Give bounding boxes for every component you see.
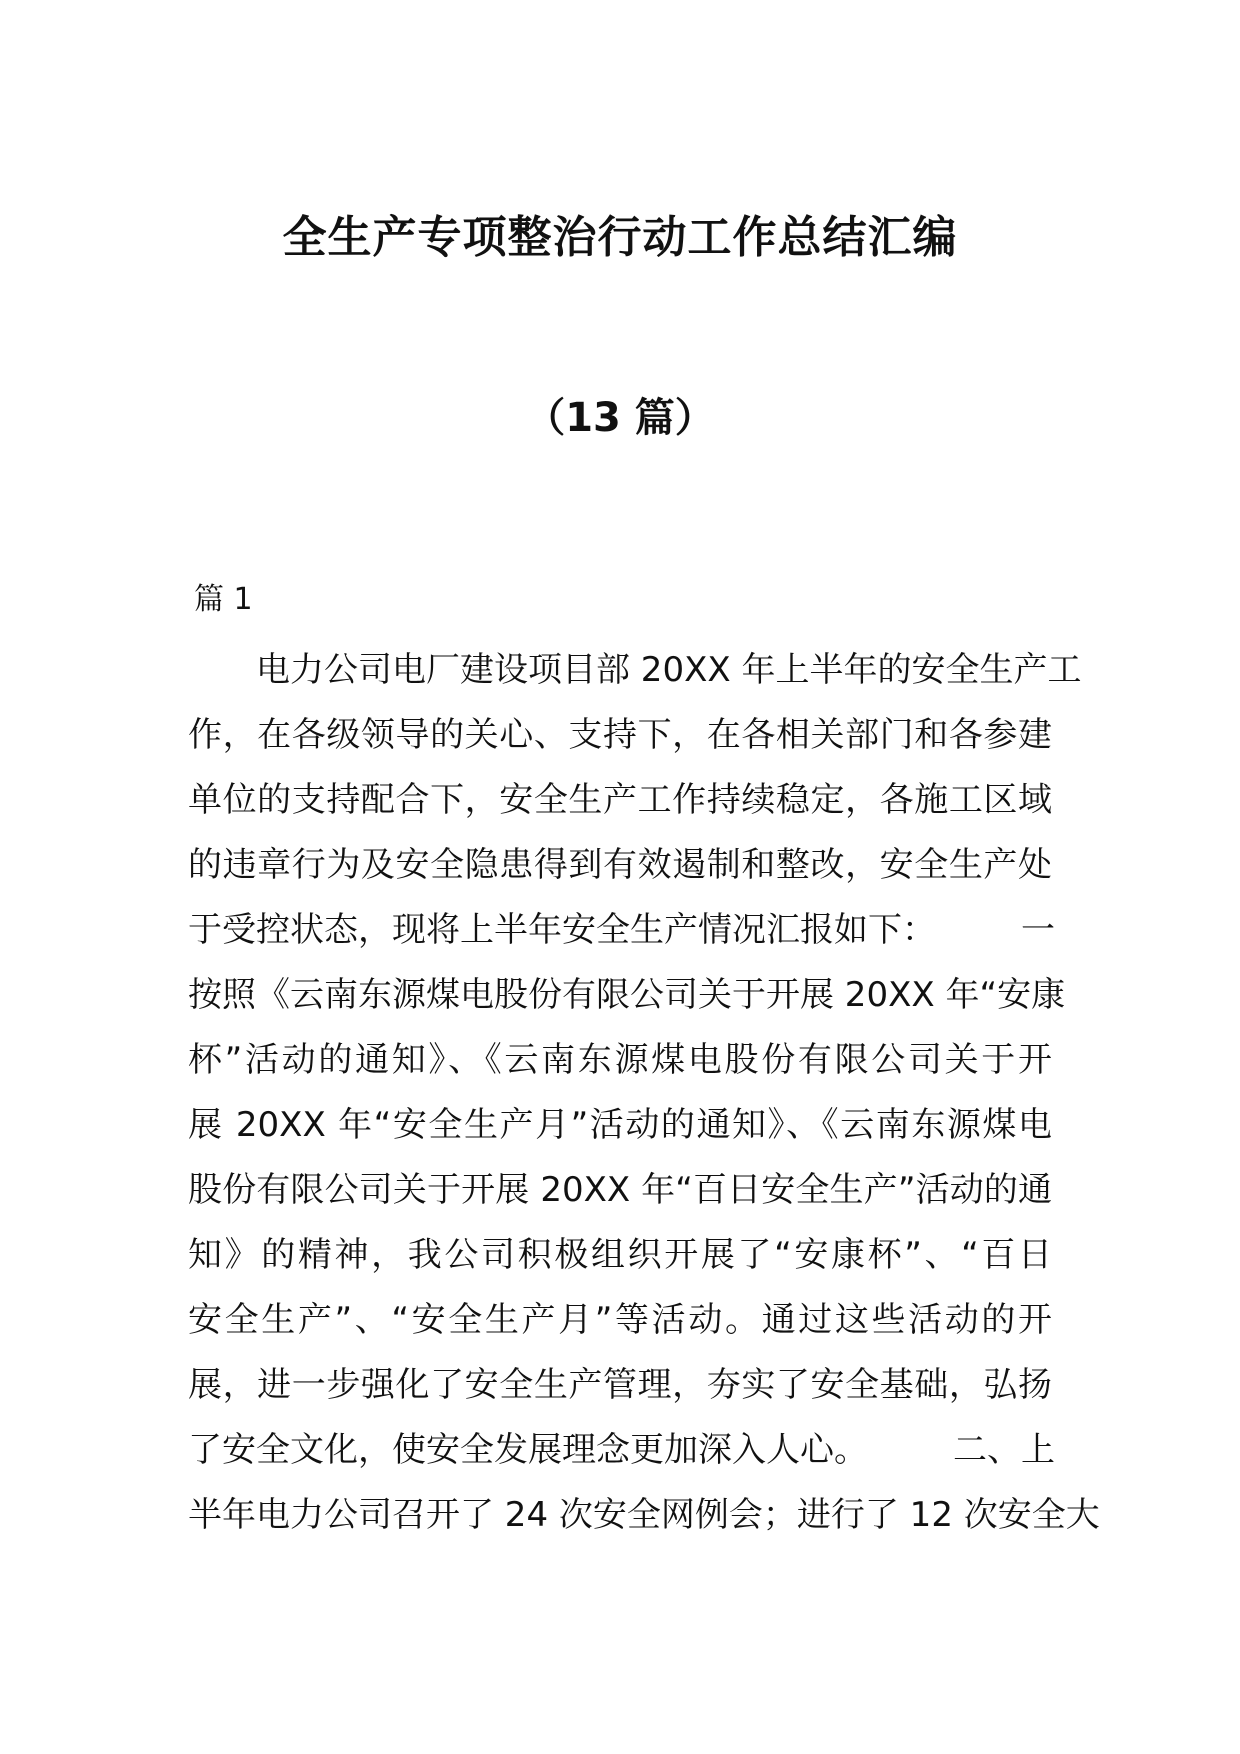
- section-label: 篇 1: [194, 582, 253, 617]
- body-line: 安全生产”、“安全生产月”等活动。通过这些活动的开: [188, 1300, 1052, 1340]
- body-line: 了安全文化，使安全发展理念更加深入人心。 二、上: [188, 1430, 1055, 1470]
- body-line: 展，进一步强化了安全生产管理，夯实了安全基础，弘扬: [188, 1365, 1052, 1405]
- body-line: 知》的精神，我公司积极组织开展了“安康杯”、“百日: [188, 1235, 1052, 1275]
- body-line: 半年电力公司召开了 24 次安全网例会；进行了 12 次安全大: [188, 1495, 1100, 1535]
- body-line: 展 20XX 年“安全生产月”活动的通知》、《云南东源煤电: [188, 1105, 1052, 1145]
- body-line: 电力公司电厂建设项目部 20XX 年上半年的安全生产工: [256, 650, 1082, 690]
- body-line: 单位的支持配合下，安全生产工作持续稳定，各施工区域: [188, 780, 1052, 820]
- body-line: 作，在各级领导的关心、支持下，在各相关部门和各参建: [188, 715, 1052, 755]
- document-title: 全生产专项整治行动工作总结汇编: [282, 212, 958, 263]
- document-subtitle: （13 篇）: [525, 395, 715, 441]
- body-line: 股份有限公司关于开展 20XX 年“百日安全生产”活动的通: [188, 1170, 1052, 1210]
- body-line: 的违章行为及安全隐患得到有效遏制和整改，安全生产处: [188, 845, 1052, 885]
- body-line: 按照《云南东源煤电股份有限公司关于开展 20XX 年“安康: [188, 975, 1066, 1015]
- body-line: 于受控状态，现将上半年安全生产情况汇报如下： 一: [188, 910, 1055, 950]
- body-paragraph: [188, 638, 1100, 1548]
- body-line: 杯”活动的通知》、《云南东源煤电股份有限公司关于开: [188, 1040, 1052, 1080]
